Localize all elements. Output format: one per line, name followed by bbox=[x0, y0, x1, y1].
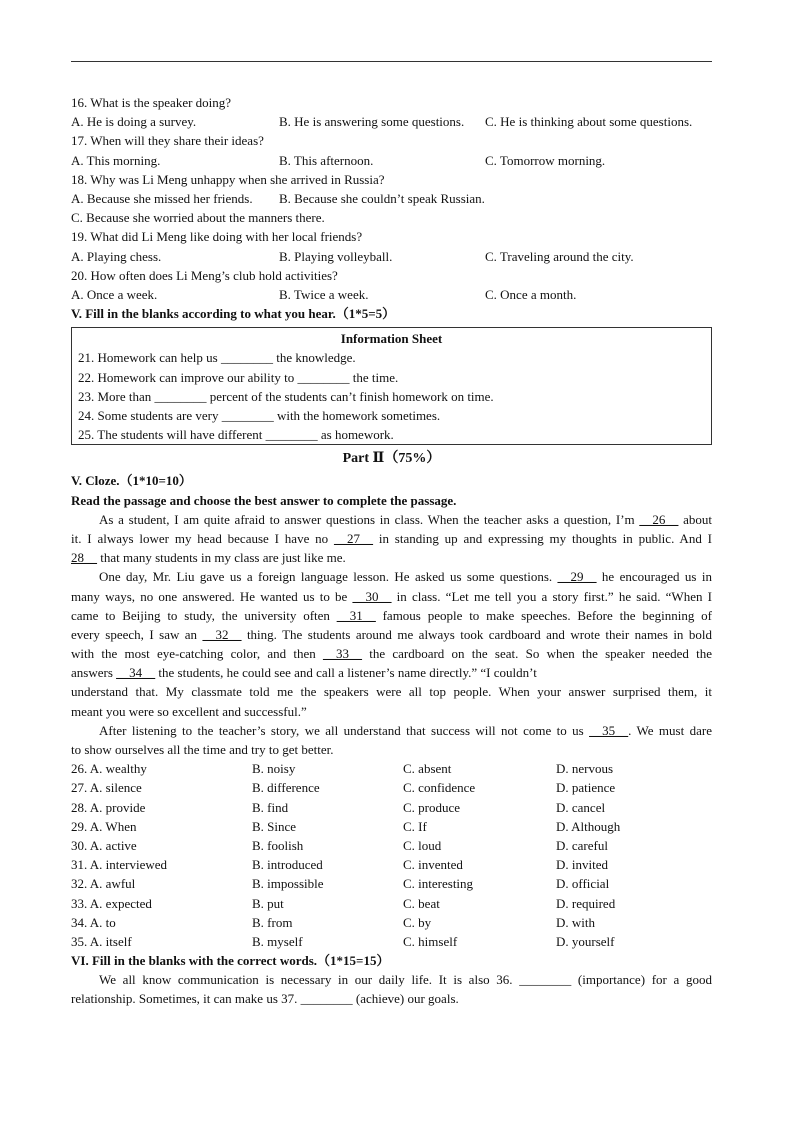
option-choice: B. from bbox=[252, 914, 293, 930]
answer-option: C. Once a month. bbox=[485, 286, 577, 302]
answer-option: B. Twice a week. bbox=[279, 286, 369, 302]
sheet-item: 23. More than ________ percent of the students can’t finish homework on time. bbox=[78, 388, 494, 404]
option-choice: D. required bbox=[556, 895, 616, 911]
answer-options bbox=[71, 151, 712, 170]
passage-text: One day, Mr. Liu gave us a foreign language lesson. He asked us some questions. bbox=[99, 569, 558, 585]
option-choice: D. Although bbox=[556, 818, 621, 834]
passage-text: meant you were so excellent and successful.” bbox=[71, 703, 307, 719]
cloze-blank: __30__ bbox=[352, 588, 392, 604]
option-choice: C. by bbox=[403, 914, 432, 930]
option-choice: D. invited bbox=[556, 857, 608, 873]
cloze-blank: __33__ bbox=[322, 646, 362, 662]
option-row bbox=[71, 874, 712, 893]
option-choice: B. noisy bbox=[252, 761, 296, 777]
passage-line bbox=[71, 587, 712, 606]
option-choice: D. with bbox=[556, 914, 595, 930]
cloze-blank: __26__ bbox=[639, 511, 679, 527]
sheet-item: 24. Some students are very ________ with the homework sometimes. bbox=[78, 408, 441, 423]
option-choice: D. cancel bbox=[556, 799, 606, 815]
answer-option: C. Because she worried about the manners there. bbox=[71, 210, 325, 226]
passage-text: about bbox=[678, 511, 712, 527]
option-choice: 32. A. awful bbox=[71, 876, 136, 892]
option-choice: B. put bbox=[252, 895, 284, 911]
cloze-blank: __29__ bbox=[557, 569, 597, 585]
answer-options bbox=[71, 112, 712, 131]
passage-line bbox=[71, 606, 712, 625]
passage-line: relationship. Sometimes, it can make us 37. ________ (achieve) our goals. bbox=[71, 991, 459, 1007]
option-choice: 30. A. active bbox=[71, 837, 137, 853]
answer-option: B. This afternoon. bbox=[279, 152, 374, 168]
option-choice: C. invented bbox=[403, 857, 463, 873]
passage-text: every speech, I saw an bbox=[71, 626, 203, 642]
passage-text: that many students in my class are just like me. bbox=[97, 550, 346, 566]
answer-options bbox=[71, 247, 712, 266]
question-text: 19. What did Li Meng like doing with her local friends? bbox=[71, 229, 363, 245]
answer-option: C. Traveling around the city. bbox=[485, 248, 634, 264]
option-choice: C. produce bbox=[403, 799, 461, 815]
cloze-blank: __35__ bbox=[589, 722, 629, 738]
sheet-item: 22. Homework can improve our ability to ________ the time. bbox=[78, 369, 399, 385]
passage-text: came to Beijing to study, the university often bbox=[71, 607, 337, 623]
passage-line bbox=[71, 721, 712, 740]
option-row bbox=[71, 759, 712, 778]
section-vi-passage bbox=[71, 970, 712, 1008]
passage-text: After listening to the teacher’s story, we all understand that success will not come to us bbox=[99, 722, 590, 738]
passage-line bbox=[71, 625, 712, 644]
answer-option: A. Once a week. bbox=[71, 286, 158, 302]
listening-questions bbox=[71, 93, 712, 304]
option-choice: B. myself bbox=[252, 933, 303, 949]
passage-line bbox=[71, 682, 712, 701]
option-row bbox=[71, 798, 712, 817]
passage-line bbox=[71, 740, 712, 759]
option-choice: 31. A. interviewed bbox=[71, 857, 168, 873]
option-choice: C. absent bbox=[403, 761, 452, 777]
option-row bbox=[71, 894, 712, 913]
passage-text: famous people to make speeches. Before the beginning of bbox=[375, 607, 712, 623]
option-choice: B. find bbox=[252, 799, 289, 815]
passage-text: . We must dare bbox=[628, 722, 712, 738]
answer-option: A. Because she missed her friends. bbox=[71, 190, 253, 206]
answer-option: A. Playing chess. bbox=[71, 248, 162, 264]
passage-text: with the most eye-catching color, and then bbox=[71, 646, 323, 662]
option-choice: C. himself bbox=[403, 933, 458, 949]
option-row bbox=[71, 913, 712, 932]
passage-line bbox=[71, 548, 712, 567]
answer-option: C. He is thinking about some questions. bbox=[485, 114, 693, 130]
passage-text: to show ourselves all the time and try to get better. bbox=[71, 742, 334, 757]
answer-option: A. He is doing a survey. bbox=[71, 114, 197, 130]
option-choice: D. nervous bbox=[556, 761, 614, 777]
option-choice: B. Since bbox=[252, 818, 297, 834]
passage-line bbox=[71, 567, 712, 586]
cloze-blank: __34__ bbox=[116, 665, 156, 681]
answer-options bbox=[71, 285, 712, 304]
option-row bbox=[71, 836, 712, 855]
option-choice: D. patience bbox=[556, 780, 616, 796]
option-choice: 35. A. itself bbox=[71, 933, 132, 949]
information-sheet bbox=[71, 327, 712, 445]
option-choice: C. loud bbox=[403, 837, 442, 853]
passage-line bbox=[71, 510, 712, 529]
passage-text: As a student, I am quite afraid to answer questions in class. When the teacher asks a question, I’m bbox=[99, 511, 640, 527]
answer-options bbox=[71, 189, 712, 208]
information-sheet-title: Information Sheet bbox=[340, 331, 443, 347]
option-row bbox=[71, 778, 712, 797]
passage-text: the students, he could see and call a listener’s name directly.” “I couldn’t bbox=[155, 665, 537, 681]
sheet-item: 25. The students will have different ________ as homework. bbox=[78, 427, 394, 443]
cloze-blank: __32__ bbox=[202, 626, 242, 642]
option-choice: D. official bbox=[556, 876, 610, 892]
option-row bbox=[71, 932, 712, 951]
answer-option: B. Because she couldn’t speak Russian. bbox=[279, 190, 485, 206]
option-choice: 28. A. provide bbox=[71, 799, 146, 815]
option-choice: B. impossible bbox=[252, 876, 324, 892]
option-choice: B. foolish bbox=[252, 837, 304, 853]
option-choice: C. confidence bbox=[403, 780, 476, 796]
section-heading: V. Fill in the blanks according to what you hear.（1*5=5） bbox=[71, 306, 396, 322]
passage-text: in standing up and expressing my thoughts in public. And I bbox=[373, 530, 712, 546]
answer-option: B. Playing volleyball. bbox=[279, 248, 393, 264]
question-text: 17. When will they share their ideas? bbox=[71, 133, 264, 149]
question-text: 20. How often does Li Meng’s club hold activities? bbox=[71, 267, 338, 283]
passage-text: it. I always lower my head because I have no bbox=[71, 530, 335, 546]
cloze-instruction: Read the passage and choose the best answer to complete the passage. bbox=[71, 492, 457, 508]
section-vi-heading: VI. Fill in the blanks with the correct words.（1*15=15） bbox=[71, 953, 390, 969]
option-choice: 33. A. expected bbox=[71, 895, 152, 911]
cloze-options bbox=[71, 759, 712, 951]
passage-text: in class. “Let me tell you a story first.” he said. “When I bbox=[391, 588, 712, 604]
option-choice: C. beat bbox=[403, 895, 440, 911]
option-choice: C. If bbox=[403, 818, 427, 834]
answer-option: C. Tomorrow morning. bbox=[485, 152, 606, 168]
cloze-passage bbox=[71, 510, 712, 759]
option-choice: 34. A. to bbox=[71, 914, 116, 930]
option-choice: 29. A. When bbox=[71, 818, 137, 834]
answer-option: A. This morning. bbox=[71, 152, 161, 168]
cloze-blank: __31__ bbox=[336, 607, 376, 623]
part-title: Part Ⅱ（75%） bbox=[342, 451, 441, 467]
passage-line bbox=[71, 663, 712, 682]
passage-text: many ways, no one answered. He wanted us to be bbox=[71, 588, 353, 604]
option-choice: 27. A. silence bbox=[71, 780, 142, 796]
passage-text: the cardboard on the seat. So when the speaker needed the bbox=[361, 646, 712, 662]
option-choice: C. interesting bbox=[403, 876, 474, 892]
option-choice: B. introduced bbox=[252, 857, 323, 873]
passage-text: he encouraged us in bbox=[596, 569, 712, 585]
passage-text: thing. The students around me always took cardboard and wrote their names in bold bbox=[241, 626, 712, 642]
option-choice: D. yourself bbox=[556, 933, 615, 949]
option-row bbox=[71, 855, 712, 874]
cloze-blank: 28__ bbox=[71, 550, 97, 566]
cloze-blank: __27__ bbox=[334, 530, 374, 546]
passage-line bbox=[71, 644, 712, 663]
passage-line bbox=[71, 702, 712, 721]
passage-line bbox=[71, 529, 712, 548]
passage-line: We all know communication is necessary in our daily life. It is also 36. ________ (importance) for a good bbox=[99, 972, 712, 988]
cloze-heading: V. Cloze.（1*10=10） bbox=[71, 473, 192, 489]
answer-option: B. He is answering some questions. bbox=[279, 114, 465, 130]
option-choice: 26. A. wealthy bbox=[71, 761, 147, 777]
exam-page bbox=[71, 93, 712, 1009]
option-row bbox=[71, 817, 712, 836]
option-choice: B. difference bbox=[252, 780, 320, 796]
question-text: 16. What is the speaker doing? bbox=[71, 95, 232, 110]
option-choice: D. careful bbox=[556, 837, 608, 853]
passage-text: answers bbox=[71, 665, 117, 681]
sheet-item: 21. Homework can help us ________ the knowledge. bbox=[78, 350, 356, 366]
question-text: 18. Why was Li Meng unhappy when she arrived in Russia? bbox=[71, 171, 385, 187]
header-rule bbox=[71, 61, 712, 62]
passage-text: understand that. My classmate told me the speakers were all top people. When your answer surprised them, it bbox=[71, 684, 712, 700]
